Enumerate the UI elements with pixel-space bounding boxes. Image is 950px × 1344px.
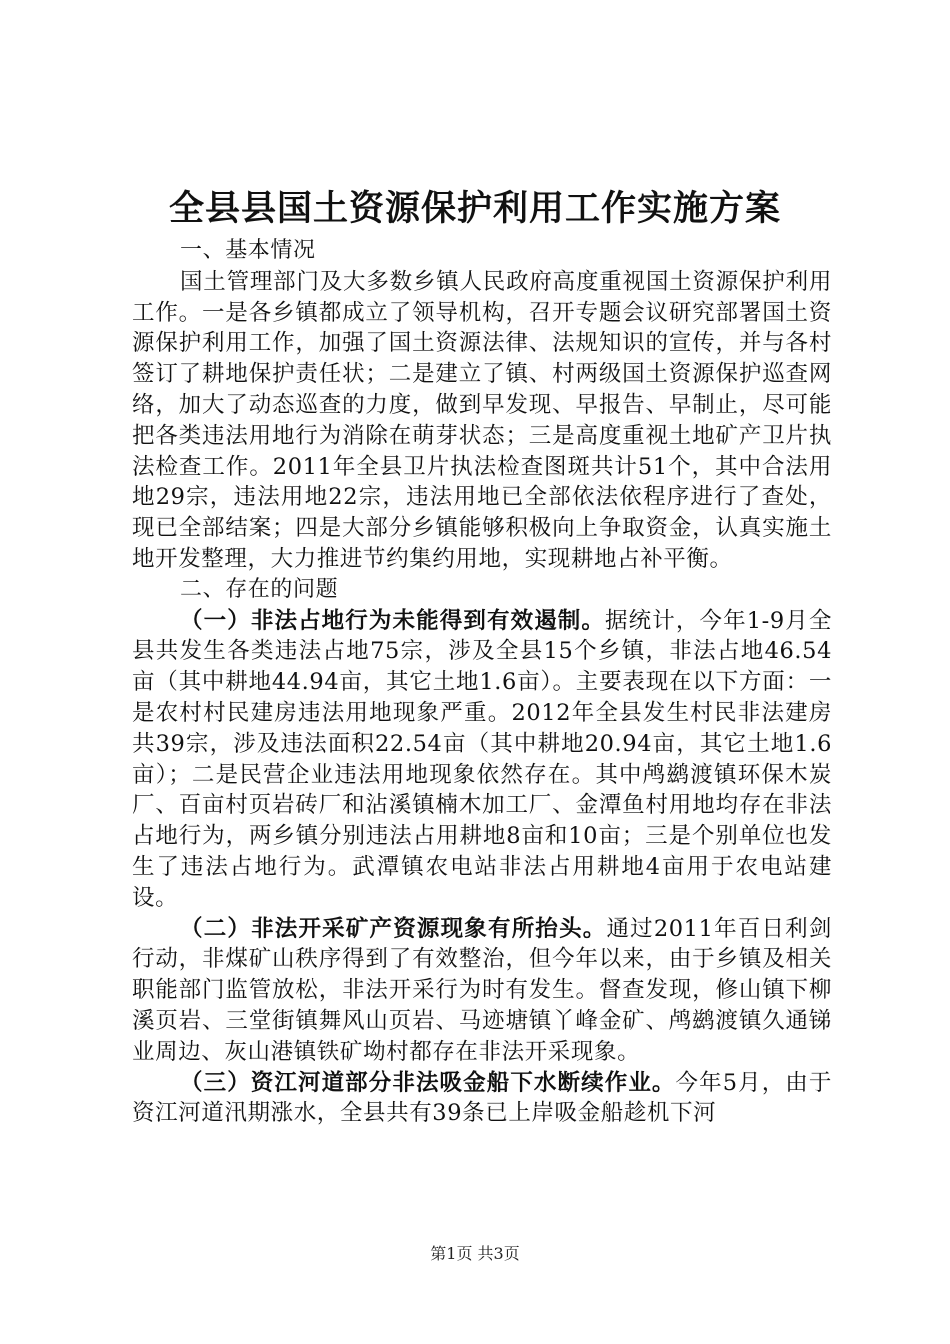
section-paragraph-basic-situation: 国土管理部门及大多数乡镇人民政府高度重视国土资源保护利用工作。一是各乡镇都成立了领导机构，召开专题会议研究部署国土资源保护利用工作，加强了国土资源法律、法规知识的宣传，并与各村签订了耕地保护责任状；二是建立了镇、村两级国土资源保护巡查网络，加大了动态巡查的力度，做到早发现、早报告、早制止，尽可能把各类违法用地行为消除在萌芽状态；三是高度重视土地矿产卫片执法检查工作。2011年全县卫片执法检查图斑共计51个，其中合法用地29宗，违法用地22宗，违法用地已全部依法依程序进行了查处，现已全部结案；四是大部分乡镇能够积极向上争取资金，认真实施土地开发整理，大力推进节约集约用地，实现耕地占补平衡。	[132, 268, 832, 572]
problem-item-lead: （二）非法开采矿产资源现象有所抬头。	[180, 915, 607, 942]
problem-item-gold-dredging	[132, 1068, 832, 1130]
document-title: 全县县国土资源保护利用工作实施方案	[168, 188, 781, 229]
problem-item-illegal-land-use	[132, 606, 832, 914]
problem-item-lead: （一）非法占地行为未能得到有效遏制。	[180, 607, 606, 634]
problem-item-illegal-mining	[132, 914, 832, 1068]
problem-item-text: 今年5月，由于资江河道汛期涨水，全县共有39条已上岸吸金船趁机下河	[132, 1069, 833, 1127]
problem-item-lead: （三）资江河道部分非法吸金船下水断续作业。	[180, 1069, 676, 1096]
document-body	[132, 236, 832, 1129]
page-footer: 第1页 共3页	[430, 1244, 520, 1263]
section-heading-basic-situation: 一、基本情况	[180, 238, 316, 263]
problem-item-text: 据统计，今年1-9月全县共发生各类违法占地75宗，涉及全县15个乡镇，非法占地46.54亩（其中耕地44.94亩，其它土地1.6亩）。主要表现在以下方面：一是农村村民建房违法用地现象严重。2012年全县发生村民非法建房共39宗，涉及违法面积22.54亩（其中耕地20.94亩，其它土地1.6亩）；二是民营企业违法用地现象依然存在。其中鸬鹚渡镇环保木炭厂、百亩村页岩砖厂和沾溪镇楠木加工厂、金潭鱼村用地均存在非法占地行为，两乡镇分别违法占用耕地8亩和10亩；三是个别单位也发生了违法占地行为。武潭镇农电站非法占用耕地4亩用于农电站建设。	[132, 607, 832, 911]
problem-item-text: 通过2011年百日利剑行动，非煤矿山秩序得到了有效整治，但今年以来，由于乡镇及相关职能部门监管放松，非法开采行为时有发生。督查发现，修山镇下柳溪页岩、三堂街镇舞风山页岩、马迹塘镇丫峰金矿、鸬鹚渡镇久通锑业周边、灰山港镇铁矿坳村都存在非法开采现象。	[132, 915, 832, 1065]
section-heading-existing-problems: 二、存在的问题	[180, 576, 339, 602]
